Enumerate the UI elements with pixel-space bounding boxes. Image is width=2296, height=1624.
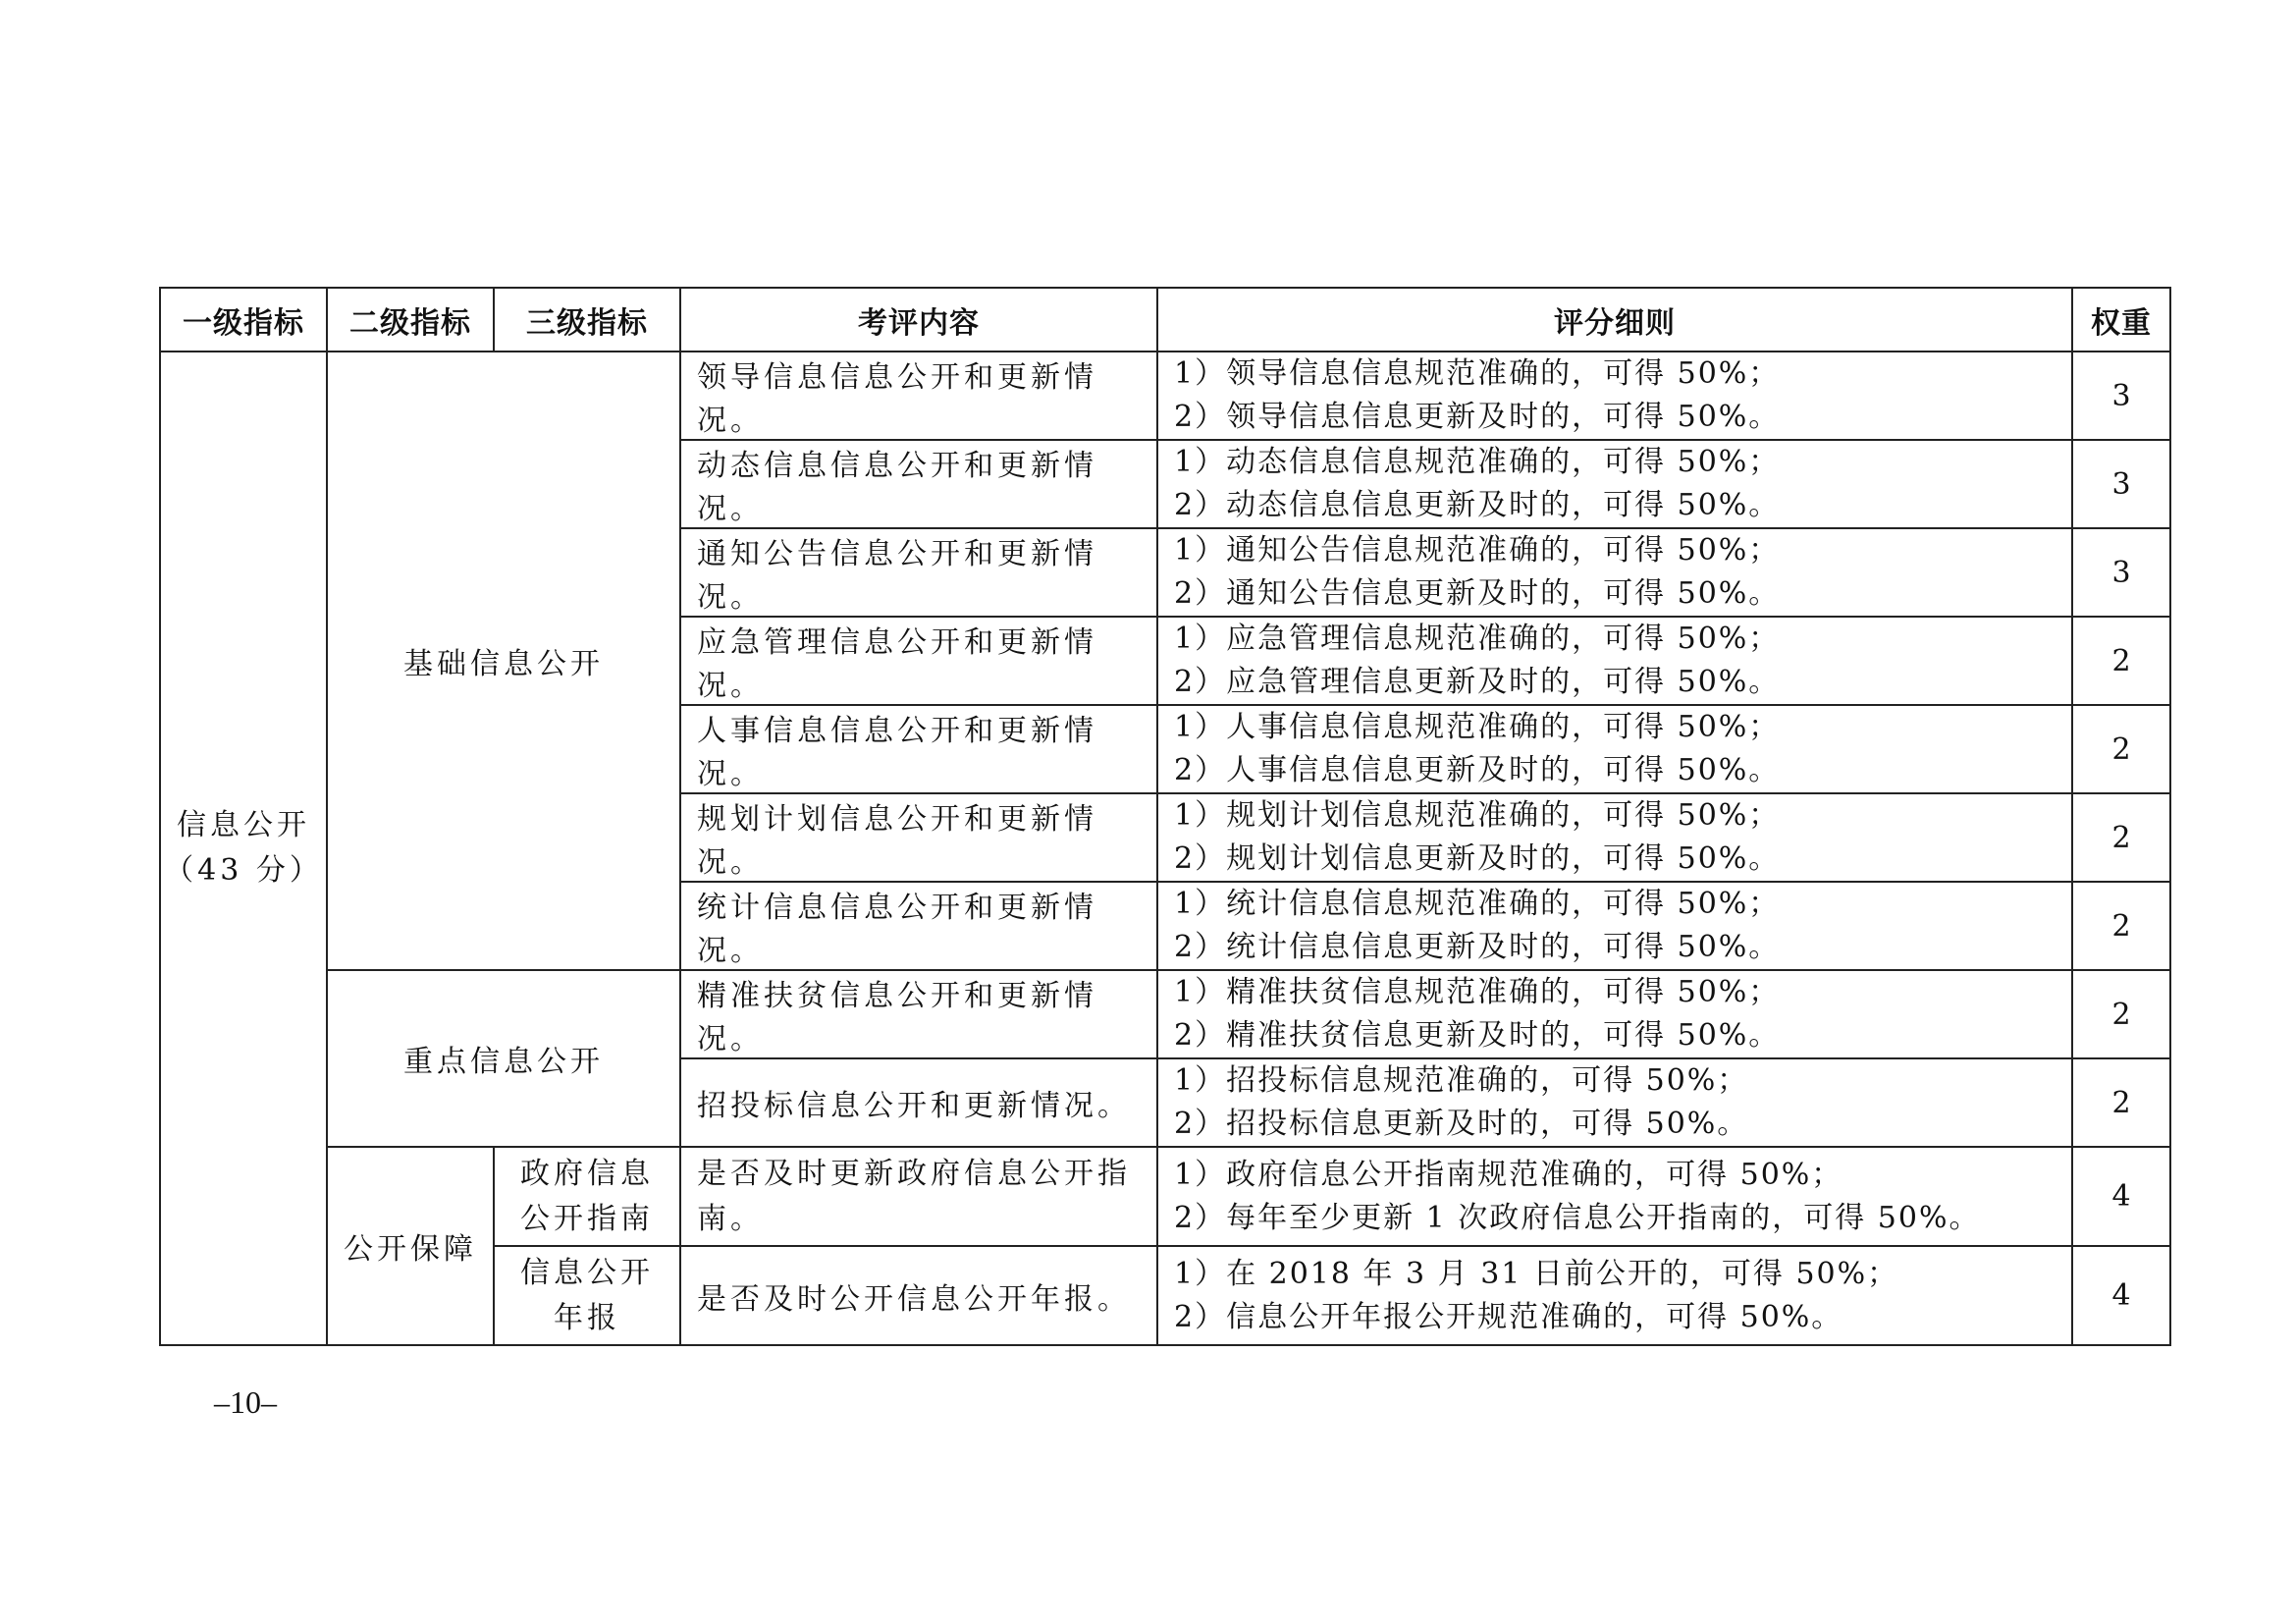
rule-line: 1）规划计划信息规范准确的，可得 50%； — [1174, 798, 1781, 833]
rule-line: 1）应急管理信息规范准确的，可得 50%； — [1174, 622, 1781, 656]
rule-cell — [1157, 1246, 2072, 1345]
rule-cell — [1157, 705, 2072, 793]
table-row — [160, 1147, 2170, 1246]
weight-cell: 4 — [2072, 1147, 2170, 1246]
rule-line: 1）统计信息信息规范准确的，可得 50%； — [1174, 887, 1781, 921]
rule-cell — [1157, 440, 2072, 528]
rule-cell — [1157, 793, 2072, 882]
rule-line: 2）信息公开年报公开规范准确的，可得 50%。 — [1174, 1299, 1843, 1334]
evaluation-table-container — [159, 287, 2171, 1346]
group-guarantee: 公开保障 — [327, 1147, 494, 1345]
rule-cell — [1157, 352, 2072, 440]
level1-cell — [160, 352, 327, 1345]
rule-cell — [1157, 528, 2072, 617]
content-cell: 招投标信息公开和更新情况。 — [680, 1058, 1157, 1147]
level3-line: 公开指南 — [520, 1201, 654, 1236]
rule-line: 1）招投标信息规范准确的，可得 50%； — [1174, 1063, 1749, 1098]
rule-line: 2）通知公告信息更新及时的，可得 50%。 — [1174, 576, 1781, 611]
rule-line: 2）人事信息信息更新及时的，可得 50%。 — [1174, 753, 1781, 787]
weight-cell: 3 — [2072, 440, 2170, 528]
header-row — [160, 288, 2170, 352]
group-key: 重点信息公开 — [327, 970, 680, 1147]
rule-cell — [1157, 617, 2072, 705]
content-cell: 动态信息信息公开和更新情况。 — [680, 440, 1157, 528]
header-content: 考评内容 — [680, 288, 1157, 352]
rule-line: 2）精准扶贫信息更新及时的，可得 50%。 — [1174, 1018, 1781, 1053]
content-line: 南。 — [697, 1201, 764, 1236]
rule-line: 1）人事信息信息规范准确的，可得 50%； — [1174, 710, 1781, 744]
weight-cell: 2 — [2072, 705, 2170, 793]
level1-score: （43 分） — [164, 853, 323, 888]
rule-line: 1）通知公告信息规范准确的，可得 50%； — [1174, 533, 1781, 568]
rule-line: 2）规划计划信息更新及时的，可得 50%。 — [1174, 841, 1781, 876]
rule-line: 1）动态信息信息规范准确的，可得 50%； — [1174, 445, 1781, 479]
content-cell: 精准扶贫信息公开和更新情况。 — [680, 970, 1157, 1058]
level3-line: 政府信息 — [520, 1156, 654, 1191]
rule-cell — [1157, 1147, 2072, 1246]
rule-line: 1）在 2018 年 3 月 31 日前公开的，可得 50%； — [1174, 1256, 1899, 1291]
rule-cell — [1157, 1058, 2072, 1147]
weight-cell: 2 — [2072, 1058, 2170, 1147]
header-level1: 一级指标 — [160, 288, 327, 352]
weight-cell: 2 — [2072, 882, 2170, 970]
rule-line: 1）政府信息公开指南规范准确的，可得 50%； — [1174, 1157, 1843, 1192]
level3-cell — [494, 1147, 680, 1246]
content-cell: 通知公告信息公开和更新情况。 — [680, 528, 1157, 617]
table-row — [160, 352, 2170, 440]
weight-cell: 2 — [2072, 793, 2170, 882]
level3-cell — [494, 1246, 680, 1345]
weight-cell: 3 — [2072, 352, 2170, 440]
rule-line: 2）领导信息信息更新及时的，可得 50%。 — [1174, 400, 1781, 434]
rule-line: 1）精准扶贫信息规范准确的，可得 50%； — [1174, 975, 1781, 1009]
content-cell: 规划计划信息公开和更新情况。 — [680, 793, 1157, 882]
level1-name: 信息公开 — [177, 808, 310, 842]
level3-line: 年报 — [554, 1300, 620, 1335]
header-rules: 评分细则 — [1157, 288, 2072, 352]
rule-cell — [1157, 970, 2072, 1058]
table-row — [160, 970, 2170, 1058]
content-line: 是否及时更新政府信息公开指 — [697, 1156, 1131, 1191]
content-cell: 应急管理信息公开和更新情况。 — [680, 617, 1157, 705]
content-cell: 领导信息信息公开和更新情况。 — [680, 352, 1157, 440]
page-number: –10– — [214, 1384, 277, 1420]
weight-cell: 3 — [2072, 528, 2170, 617]
weight-cell: 2 — [2072, 617, 2170, 705]
content-cell: 是否及时公开信息公开年报。 — [680, 1246, 1157, 1345]
rule-line: 2）统计信息信息更新及时的，可得 50%。 — [1174, 930, 1781, 964]
header-level3: 三级指标 — [494, 288, 680, 352]
evaluation-table — [159, 287, 2171, 1346]
rule-line: 1）领导信息信息规范准确的，可得 50%； — [1174, 356, 1781, 391]
weight-cell: 2 — [2072, 970, 2170, 1058]
content-cell: 统计信息信息公开和更新情况。 — [680, 882, 1157, 970]
rule-line: 2）每年至少更新 1 次政府信息公开指南的，可得 50%。 — [1174, 1200, 1981, 1235]
content-cell: 人事信息信息公开和更新情况。 — [680, 705, 1157, 793]
group-basic: 基础信息公开 — [327, 352, 680, 970]
level3-line: 信息公开 — [520, 1255, 654, 1290]
rule-line: 2）应急管理信息更新及时的，可得 50%。 — [1174, 665, 1781, 699]
rule-line: 2）动态信息信息更新及时的，可得 50%。 — [1174, 488, 1781, 522]
rule-cell — [1157, 882, 2072, 970]
rule-line: 2）招投标信息更新及时的，可得 50%。 — [1174, 1107, 1749, 1141]
weight-cell: 4 — [2072, 1246, 2170, 1345]
header-weight: 权重 — [2072, 288, 2170, 352]
header-level2: 二级指标 — [327, 288, 494, 352]
content-cell — [680, 1147, 1157, 1246]
